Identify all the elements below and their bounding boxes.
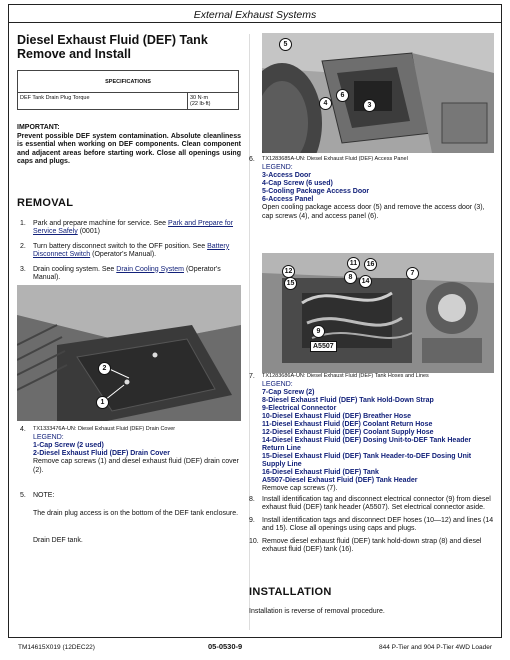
- step-1-ref: (0001): [79, 228, 100, 236]
- section-title: Diesel Exhaust Fluid (DEF) Tank Remove and Install: [17, 33, 208, 61]
- step-5-number: 5.: [20, 492, 26, 499]
- access-panel-illustration: [262, 33, 494, 153]
- callout-15: 15: [284, 277, 297, 290]
- callout-3: 3: [363, 99, 376, 112]
- step-7-legend-item: 8-Diesel Exhaust Fluid (DEF) Tank Hold-Down Strap: [262, 397, 434, 405]
- step-6-legend-item: 5-Cooling Package Access Door: [262, 188, 370, 196]
- callout-6: 6: [336, 89, 349, 102]
- step-7-content: [249, 381, 494, 494]
- removal-steps-8-10: [249, 496, 494, 554]
- link-battery-disconnect[interactable]: Battery Disconnect Switch: [33, 242, 230, 259]
- spec-value: [188, 93, 239, 110]
- step-2: [20, 243, 242, 260]
- link-park-prepare[interactable]: Park and Prepare for Service Safely: [33, 220, 234, 236]
- step-3-ref: (Operator's Manual).: [33, 265, 221, 282]
- step-7-text: Remove cap screws (7).: [262, 485, 338, 493]
- footer-product: 844 P-Tier and 904 P-Tier 4WD Loader: [379, 644, 492, 651]
- callout-7: 7: [406, 267, 419, 280]
- step-3-text: [33, 266, 242, 283]
- step-7-legend-label: LEGEND:: [262, 381, 293, 389]
- callout-2: 2: [98, 362, 111, 375]
- specifications-table: [17, 70, 239, 110]
- step-6-content: [249, 164, 494, 221]
- callout-16: 16: [364, 258, 377, 271]
- step-1-text: [33, 220, 242, 237]
- step-1-number: 1.: [20, 220, 26, 227]
- step-6-legend-item: 6-Access Panel: [262, 196, 314, 204]
- step-7-legend-item: A5507-Diesel Exhaust Fluid (DEF) Tank Header: [262, 477, 418, 485]
- figure-access-panel: [262, 33, 494, 153]
- step-5-text: Drain DEF tank.: [33, 537, 83, 544]
- footer-rule: [8, 637, 502, 638]
- spec-value-metric: 30 N·m: [190, 95, 209, 101]
- step-4-legend-item: 1-Cap Screw (2 used): [33, 442, 104, 450]
- tank-hoses-illustration: [262, 253, 494, 373]
- step-6-legend-item: 3-Access Door: [262, 172, 312, 180]
- step-4-legend-item: 2-Diesel Exhaust Fluid (DEF) Drain Cover: [33, 450, 170, 458]
- step-6-caption-row: [249, 156, 494, 164]
- step-6-number: 6.: [249, 156, 255, 163]
- step-10-number: 10.: [249, 537, 259, 545]
- step-3-number: 3.: [20, 265, 26, 273]
- step-7-caption-row: [249, 373, 494, 381]
- step-7-legend-item: 15-Diesel Exhaust Fluid (DEF) Tank Header-to-DEF Dosing Unit Supply Line: [262, 453, 472, 469]
- callout-4: 4: [319, 97, 332, 110]
- step-7-legend-item: 7-Cap Screw (2): [262, 389, 315, 397]
- step-7-legend-item: 10-Diesel Exhaust Fluid (DEF) Breather Hose: [262, 413, 411, 421]
- header-rule: [8, 22, 502, 23]
- important-text: Prevent possible DEF system contamination. Absolute cleanliness is essential when working on DEF components. Clean component and adjacent areas before starting work. Close all openings using caps and plugs.: [17, 132, 241, 166]
- footer-doc-id: TM14615X019 (12DEC22): [18, 644, 95, 651]
- spec-name: DEF Tank Drain Plug Torque: [18, 93, 188, 110]
- step-9-number: 9.: [249, 516, 255, 524]
- step-3: [20, 266, 242, 283]
- step-7-legend-item: 12-Diesel Exhaust Fluid (DEF) Coolant Supply Hose: [262, 429, 434, 437]
- step-6-caption: TX1283685A-UN: Diesel Exhaust Fluid (DEF) Access Panel: [262, 156, 408, 162]
- step-5-note: The drain plug access is on the bottom of the DEF tank enclosure.: [33, 510, 239, 518]
- figure-drain-cover: [17, 285, 241, 421]
- specs-heading: SPECIFICATIONS: [18, 71, 239, 93]
- removal-steps-1-3: [20, 220, 242, 282]
- right-rule: [501, 22, 502, 638]
- step-9: [249, 517, 494, 534]
- callout-11: 11: [347, 257, 360, 270]
- figure-tank-hoses: [262, 253, 494, 373]
- step-7-legend-item: 14-Diesel Exhaust Fluid (DEF) Dosing Unit-to-DEF Tank Header Return Line: [262, 437, 472, 453]
- step-4-legend-label: LEGEND:: [33, 434, 64, 442]
- step-10: [249, 538, 494, 555]
- step-2-number: 2.: [20, 242, 26, 250]
- step-4-caption-row: [20, 426, 242, 434]
- removal-heading: REMOVAL: [17, 197, 74, 209]
- step-2-text: [33, 243, 242, 260]
- step-5: [20, 492, 242, 546]
- step-4-number: 4.: [20, 426, 26, 433]
- step-7-legend-item: 9-Electrical Connector: [262, 405, 337, 413]
- step-7-legend-item: 11-Diesel Exhaust Fluid (DEF) Coolant Return Hose: [262, 421, 433, 429]
- step-3-body: Drain cooling system. See: [33, 265, 115, 273]
- callout-14: 14: [359, 275, 372, 288]
- installation-heading: INSTALLATION: [249, 586, 332, 598]
- step-9-text: Install identification tags and disconnect DEF hoses (10—12) and lines (14 and 15). Close all openings using caps and plugs.: [262, 516, 494, 533]
- step-2-ref: (Operator's Manual).: [92, 251, 157, 259]
- callout-a5507: A5507: [310, 341, 337, 352]
- step-4: [20, 426, 242, 476]
- page-header: External Exhaust Systems: [193, 9, 317, 21]
- step-7-legend-item: 16-Diesel Exhaust Fluid (DEF) Tank: [262, 469, 379, 477]
- link-drain-cooling[interactable]: Drain Cooling System: [116, 265, 184, 273]
- step-10-text: Remove diesel exhaust fluid (DEF) tank hold-down strap (8) and diesel exhaust fluid (DEF) tank (16).: [262, 537, 482, 554]
- step-6-legend-label: LEGEND:: [262, 164, 293, 172]
- callout-1: 1: [96, 396, 109, 409]
- step-4-caption: TX1333476A-UN: Diesel Exhaust Fluid (DEF) Drain Cover: [33, 426, 176, 432]
- step-7-number: 7.: [249, 373, 255, 380]
- installation-text: Installation is reverse of removal procedure.: [249, 608, 385, 615]
- step-7-caption: TX1283686A-UN: Diesel Exhaust Fluid (DEF) Tank Hoses and Lines: [262, 373, 429, 379]
- callout-5: 5: [279, 38, 292, 51]
- step-5-label-row: [20, 492, 242, 500]
- callout-12: 12: [282, 265, 295, 278]
- important-label: IMPORTANT:: [17, 124, 60, 131]
- step-2-body: Turn battery disconnect switch to the OFF position. See: [33, 242, 206, 250]
- step-1-body: Park and prepare machine for service. See: [33, 220, 167, 227]
- step-6-text: Open cooling package access door (5) and remove the access door (3), cap screws (4), and access panel (6).: [262, 204, 485, 220]
- step-7: [249, 373, 494, 494]
- step-8: [249, 496, 494, 513]
- callout-9: 9: [312, 325, 325, 338]
- drain-cover-illustration: [17, 285, 241, 421]
- step-6: [249, 156, 494, 222]
- step-8-number: 8.: [249, 496, 255, 503]
- footer-page-number: 05-0530-9: [208, 642, 243, 651]
- important-block: [17, 124, 241, 167]
- step-4-text: Remove cap screws (1) and diesel exhaust fluid (DEF) drain cover (2).: [33, 458, 239, 474]
- callout-8: 8: [344, 271, 357, 284]
- step-1: [20, 220, 242, 237]
- spec-value-imperial: (22 lb·ft): [190, 101, 211, 107]
- step-4-content: [20, 434, 242, 475]
- step-6-legend-item: 4-Cap Screw (6 used): [262, 180, 333, 188]
- step-8-text: Install identification tag and disconnect electrical connector (9) from diesel exhaust fluid (DEF) tank header (A5507). Set electrical connector aside.: [262, 496, 491, 512]
- left-rule: [8, 22, 9, 638]
- step-5-note-label: NOTE:: [33, 492, 55, 499]
